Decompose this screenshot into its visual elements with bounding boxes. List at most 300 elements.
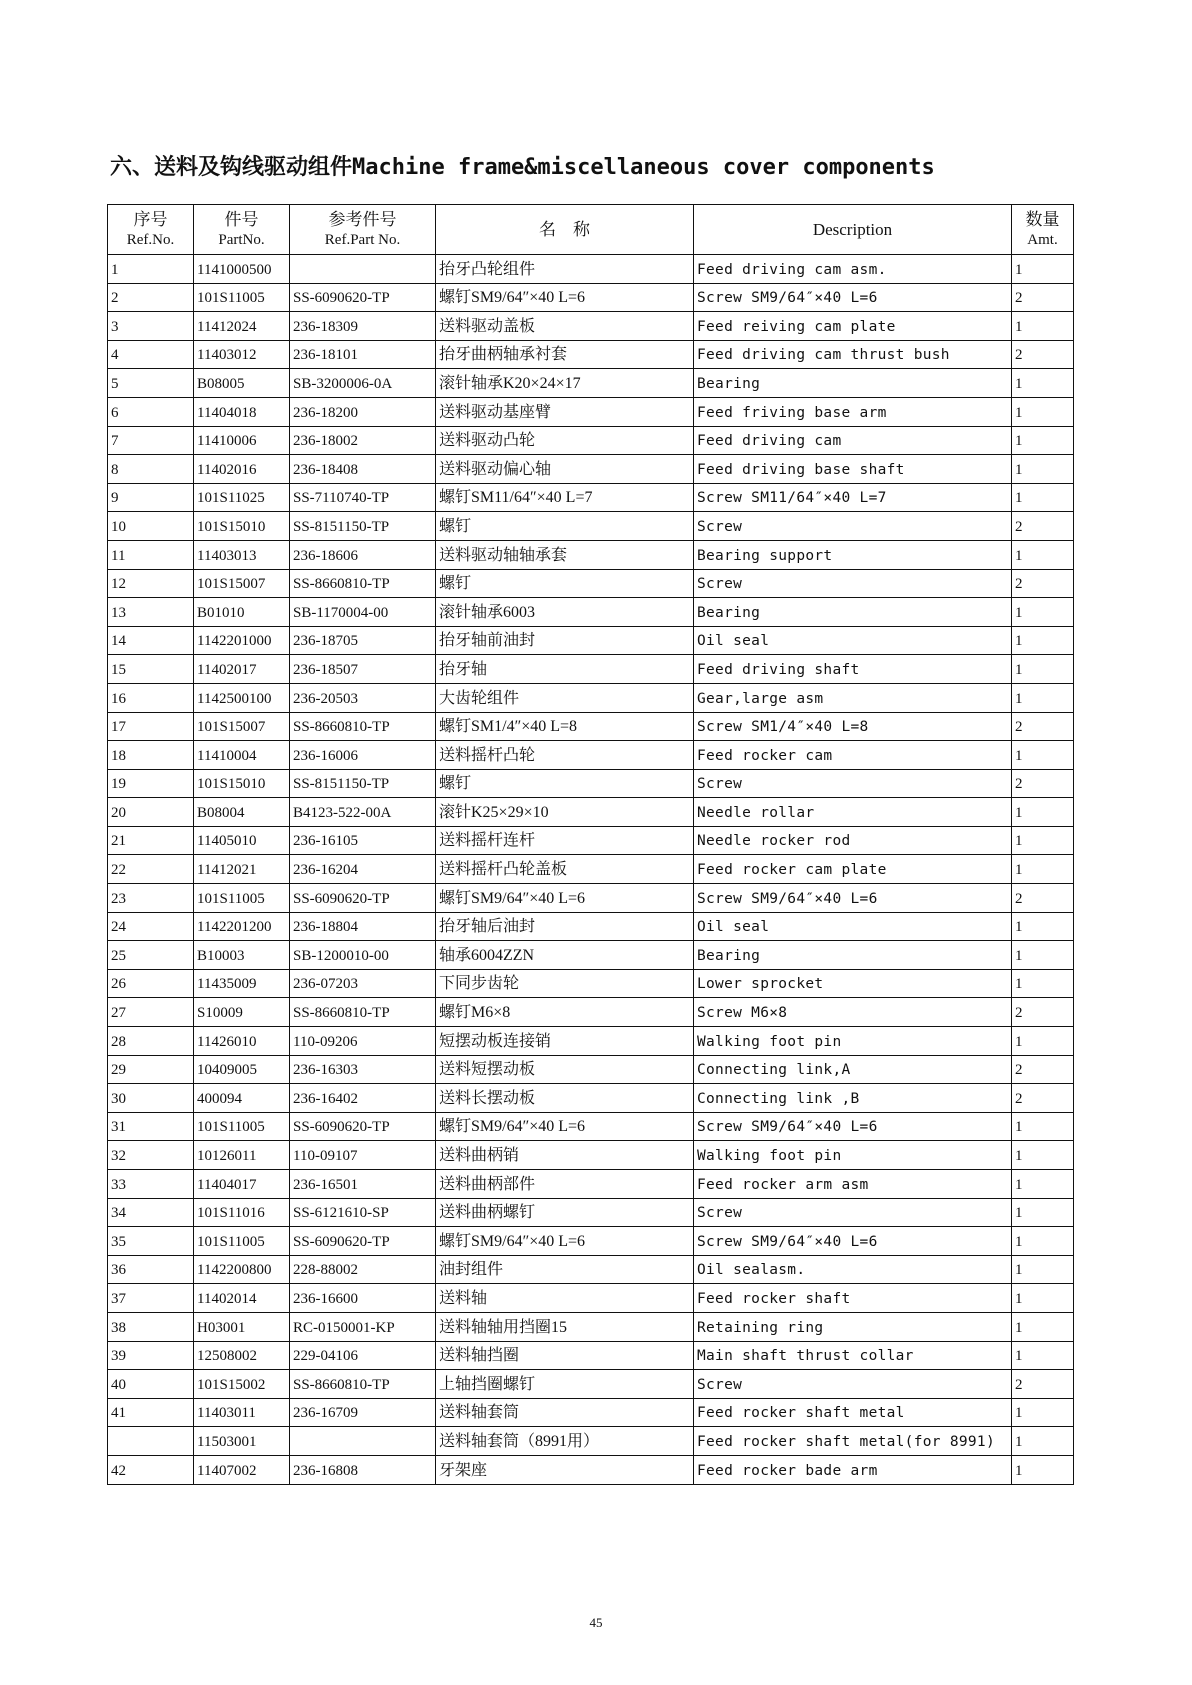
cell-description: Feed rocker arm asm	[694, 1170, 1012, 1199]
table-row	[108, 1427, 1074, 1456]
cell-part-no: 101S11005	[194, 1112, 290, 1141]
cell-name: 大齿轮组件	[436, 683, 694, 712]
cell-ref-no: 24	[108, 912, 194, 941]
cell-amount: 1	[1012, 1170, 1074, 1199]
cell-name: 抬牙曲柄轴承衬套	[436, 340, 694, 369]
cell-description: Main shaft thrust collar	[694, 1341, 1012, 1370]
cell-amount: 2	[1012, 998, 1074, 1027]
cell-description: Screw SM9/64″×40 L=6	[694, 1112, 1012, 1141]
cell-part-no: 11407002	[194, 1455, 290, 1484]
cell-name: 抬牙轴前油封	[436, 626, 694, 655]
cell-ref-part-no: SS-6090620-TP	[290, 884, 436, 913]
cell-amount: 2	[1012, 884, 1074, 913]
cell-ref-no: 23	[108, 884, 194, 913]
cell-name: 上轴挡圈螺钉	[436, 1370, 694, 1399]
cell-ref-no: 4	[108, 340, 194, 369]
cell-ref-part-no: 236-18200	[290, 397, 436, 426]
cell-ref-no	[108, 1427, 194, 1456]
cell-description: Screw	[694, 769, 1012, 798]
cell-name: 送料轴挡圈	[436, 1341, 694, 1370]
cell-part-no: 1142201200	[194, 912, 290, 941]
cell-name: 螺钉SM9/64″×40 L=6	[436, 1112, 694, 1141]
cell-name: 送料驱动凸轮	[436, 426, 694, 455]
cell-amount: 2	[1012, 1084, 1074, 1113]
cell-ref-part-no: SB-1170004-00	[290, 598, 436, 627]
cell-ref-no: 38	[108, 1312, 194, 1341]
col-header-part-en: PartNo.	[218, 231, 265, 248]
cell-ref-part-no: 236-16501	[290, 1170, 436, 1199]
col-header-refpart	[290, 205, 436, 255]
cell-part-no: 11404018	[194, 397, 290, 426]
cell-ref-no: 26	[108, 969, 194, 998]
cell-ref-no: 32	[108, 1141, 194, 1170]
cell-description: Screw SM11/64″×40 L=7	[694, 483, 1012, 512]
cell-description: Feed reiving cam plate	[694, 312, 1012, 341]
cell-ref-part-no: 228-88002	[290, 1255, 436, 1284]
cell-part-no: 101S15010	[194, 769, 290, 798]
cell-amount: 1	[1012, 1312, 1074, 1341]
cell-ref-part-no: SS-6090620-TP	[290, 1227, 436, 1256]
cell-part-no: 12508002	[194, 1341, 290, 1370]
cell-amount: 1	[1012, 1284, 1074, 1313]
cell-description: Walking foot pin	[694, 1027, 1012, 1056]
parts-table	[107, 204, 1074, 1485]
cell-description: Connecting link,A	[694, 1055, 1012, 1084]
cell-ref-part-no: 236-16105	[290, 826, 436, 855]
table-row	[108, 769, 1074, 798]
cell-description: Oil sealasm.	[694, 1255, 1012, 1284]
cell-name: 送料曲柄螺钉	[436, 1198, 694, 1227]
cell-part-no: 11412024	[194, 312, 290, 341]
cell-name: 滚针轴承6003	[436, 598, 694, 627]
cell-ref-part-no: 236-18002	[290, 426, 436, 455]
cell-amount: 1	[1012, 626, 1074, 655]
cell-part-no: 11402016	[194, 455, 290, 484]
cell-part-no: 11412021	[194, 855, 290, 884]
cell-amount: 1	[1012, 598, 1074, 627]
table-row	[108, 998, 1074, 1027]
cell-amount: 1	[1012, 741, 1074, 770]
cell-ref-no: 17	[108, 712, 194, 741]
cell-part-no: 11403011	[194, 1398, 290, 1427]
cell-part-no: 400094	[194, 1084, 290, 1113]
cell-amount: 1	[1012, 683, 1074, 712]
cell-amount: 2	[1012, 569, 1074, 598]
cell-amount: 1	[1012, 1227, 1074, 1256]
cell-ref-part-no: SS-6090620-TP	[290, 1112, 436, 1141]
cell-amount: 1	[1012, 855, 1074, 884]
cell-ref-part-no: 236-18507	[290, 655, 436, 684]
table-header-row	[108, 205, 1074, 255]
cell-ref-part-no: 229-04106	[290, 1341, 436, 1370]
cell-part-no: S10009	[194, 998, 290, 1027]
cell-part-no: 101S15002	[194, 1370, 290, 1399]
cell-part-no: 11435009	[194, 969, 290, 998]
table-row	[108, 969, 1074, 998]
cell-part-no: 1142201000	[194, 626, 290, 655]
cell-ref-no: 34	[108, 1198, 194, 1227]
cell-ref-no: 28	[108, 1027, 194, 1056]
cell-part-no: 101S11005	[194, 884, 290, 913]
cell-name: 螺钉	[436, 769, 694, 798]
cell-amount: 1	[1012, 426, 1074, 455]
cell-ref-no: 35	[108, 1227, 194, 1256]
cell-name: 螺钉SM11/64″×40 L=7	[436, 483, 694, 512]
cell-ref-no: 11	[108, 540, 194, 569]
cell-name: 螺钉	[436, 512, 694, 541]
table-row	[108, 426, 1074, 455]
table-row	[108, 1027, 1074, 1056]
cell-name: 送料轴	[436, 1284, 694, 1313]
cell-description: Connecting link ,B	[694, 1084, 1012, 1113]
table-row	[108, 512, 1074, 541]
table-row	[108, 455, 1074, 484]
cell-description: Screw SM1/4″×40 L=8	[694, 712, 1012, 741]
cell-description: Bearing	[694, 598, 1012, 627]
cell-amount: 1	[1012, 1341, 1074, 1370]
cell-amount: 1	[1012, 483, 1074, 512]
cell-ref-part-no: RC-0150001-KP	[290, 1312, 436, 1341]
cell-ref-no: 36	[108, 1255, 194, 1284]
cell-ref-no: 20	[108, 798, 194, 827]
cell-part-no: 11402014	[194, 1284, 290, 1313]
cell-ref-no: 8	[108, 455, 194, 484]
cell-ref-part-no: 236-18408	[290, 455, 436, 484]
cell-name: 送料轴套筒（8991用）	[436, 1427, 694, 1456]
table-row	[108, 855, 1074, 884]
cell-part-no: 11426010	[194, 1027, 290, 1056]
cell-ref-part-no: SB-1200010-00	[290, 941, 436, 970]
table-row	[108, 312, 1074, 341]
cell-ref-no: 7	[108, 426, 194, 455]
cell-ref-part-no: 236-16709	[290, 1398, 436, 1427]
cell-part-no: 101S15010	[194, 512, 290, 541]
cell-ref-no: 15	[108, 655, 194, 684]
cell-amount: 1	[1012, 540, 1074, 569]
cell-name: 油封组件	[436, 1255, 694, 1284]
cell-ref-part-no: 236-16808	[290, 1455, 436, 1484]
cell-amount: 2	[1012, 769, 1074, 798]
col-header-part	[194, 205, 290, 255]
cell-name: 送料驱动轴轴承套	[436, 540, 694, 569]
cell-description: Feed friving base arm	[694, 397, 1012, 426]
cell-amount: 1	[1012, 455, 1074, 484]
cell-amount: 1	[1012, 969, 1074, 998]
table-row	[108, 569, 1074, 598]
cell-part-no: 11503001	[194, 1427, 290, 1456]
col-header-ref	[108, 205, 194, 255]
cell-name: 送料驱动盖板	[436, 312, 694, 341]
cell-description: Screw	[694, 1370, 1012, 1399]
page-title: 六、送料及钩线驱动组件Machine frame&miscellaneous cover components	[110, 155, 935, 180]
cell-part-no: 11405010	[194, 826, 290, 855]
cell-description: Oil seal	[694, 912, 1012, 941]
cell-name: 螺钉SM1/4″×40 L=8	[436, 712, 694, 741]
cell-ref-part-no: 236-18705	[290, 626, 436, 655]
parts-table-body	[108, 255, 1074, 1485]
cell-ref-part-no: 236-07203	[290, 969, 436, 998]
cell-ref-part-no: SS-8660810-TP	[290, 712, 436, 741]
cell-ref-no: 2	[108, 283, 194, 312]
cell-ref-no: 27	[108, 998, 194, 1027]
cell-description: Walking foot pin	[694, 1141, 1012, 1170]
table-row	[108, 397, 1074, 426]
cell-part-no: 101S15007	[194, 712, 290, 741]
cell-ref-part-no: 236-16402	[290, 1084, 436, 1113]
cell-name: 牙架座	[436, 1455, 694, 1484]
cell-ref-no: 16	[108, 683, 194, 712]
cell-amount: 1	[1012, 312, 1074, 341]
table-row	[108, 1398, 1074, 1427]
cell-amount: 2	[1012, 283, 1074, 312]
table-row	[108, 941, 1074, 970]
table-row	[108, 1255, 1074, 1284]
cell-ref-part-no	[290, 255, 436, 284]
col-header-amount	[1012, 205, 1074, 255]
cell-description: Screw SM9/64″×40 L=6	[694, 884, 1012, 913]
table-row	[108, 826, 1074, 855]
cell-amount: 1	[1012, 1027, 1074, 1056]
cell-name: 送料长摆动板	[436, 1084, 694, 1113]
cell-amount: 1	[1012, 1455, 1074, 1484]
cell-description: Feed rocker shaft metal	[694, 1398, 1012, 1427]
cell-description: Feed driving cam thrust bush	[694, 340, 1012, 369]
cell-ref-part-no: 236-18309	[290, 312, 436, 341]
cell-ref-no: 22	[108, 855, 194, 884]
cell-amount: 2	[1012, 512, 1074, 541]
cell-ref-part-no: 236-18606	[290, 540, 436, 569]
cell-part-no: H03001	[194, 1312, 290, 1341]
cell-part-no: 11410004	[194, 741, 290, 770]
table-row	[108, 741, 1074, 770]
cell-name: 螺钉	[436, 569, 694, 598]
cell-part-no: B10003	[194, 941, 290, 970]
cell-description: Feed rocker shaft metal(for 8991)	[694, 1427, 1012, 1456]
cell-amount: 1	[1012, 397, 1074, 426]
cell-name: 抬牙轴后油封	[436, 912, 694, 941]
table-row	[108, 1055, 1074, 1084]
cell-amount: 1	[1012, 798, 1074, 827]
cell-name: 送料曲柄销	[436, 1141, 694, 1170]
cell-part-no: 11403013	[194, 540, 290, 569]
cell-ref-part-no: SS-8660810-TP	[290, 998, 436, 1027]
cell-description: Oil seal	[694, 626, 1012, 655]
cell-description: Feed rocker cam plate	[694, 855, 1012, 884]
cell-description: Feed rocker shaft	[694, 1284, 1012, 1313]
cell-description: Screw SM9/64″×40 L=6	[694, 283, 1012, 312]
cell-name: 送料摇杆连杆	[436, 826, 694, 855]
cell-ref-part-no: SB-3200006-0A	[290, 369, 436, 398]
cell-ref-part-no: B4123-522-00A	[290, 798, 436, 827]
cell-part-no: 10126011	[194, 1141, 290, 1170]
table-row	[108, 1198, 1074, 1227]
cell-ref-no: 12	[108, 569, 194, 598]
cell-amount: 1	[1012, 655, 1074, 684]
cell-description: Screw	[694, 1198, 1012, 1227]
cell-ref-part-no: 236-18804	[290, 912, 436, 941]
cell-ref-no: 39	[108, 1341, 194, 1370]
table-row	[108, 1227, 1074, 1256]
table-row	[108, 1284, 1074, 1313]
cell-description: Feed driving cam asm.	[694, 255, 1012, 284]
cell-part-no: 11410006	[194, 426, 290, 455]
table-row	[108, 369, 1074, 398]
cell-ref-no: 25	[108, 941, 194, 970]
cell-name: 滚针K25×29×10	[436, 798, 694, 827]
cell-description: Needle rocker rod	[694, 826, 1012, 855]
cell-ref-part-no: SS-8660810-TP	[290, 569, 436, 598]
col-header-ref-cn: 序号	[133, 209, 168, 229]
col-header-part-cn: 件号	[224, 209, 259, 229]
cell-description: Feed driving cam	[694, 426, 1012, 455]
cell-ref-part-no: SS-6090620-TP	[290, 283, 436, 312]
cell-ref-part-no: SS-8660810-TP	[290, 1370, 436, 1399]
cell-part-no: 101S11005	[194, 1227, 290, 1256]
cell-ref-part-no: SS-8151150-TP	[290, 769, 436, 798]
cell-name: 送料轴轴用挡圈15	[436, 1312, 694, 1341]
cell-name: 轴承6004ZZN	[436, 941, 694, 970]
cell-name: 抬牙凸轮组件	[436, 255, 694, 284]
cell-ref-no: 13	[108, 598, 194, 627]
cell-ref-part-no: 236-16204	[290, 855, 436, 884]
cell-ref-part-no: 236-16600	[290, 1284, 436, 1313]
col-header-ref-en: Ref.No.	[126, 231, 175, 248]
table-row	[108, 1084, 1074, 1113]
cell-ref-part-no: SS-8151150-TP	[290, 512, 436, 541]
cell-description: Bearing	[694, 369, 1012, 398]
cell-ref-part-no: 236-16006	[290, 741, 436, 770]
table-row	[108, 483, 1074, 512]
cell-amount: 1	[1012, 369, 1074, 398]
cell-amount: 2	[1012, 340, 1074, 369]
table-row	[108, 626, 1074, 655]
cell-amount: 1	[1012, 1427, 1074, 1456]
cell-ref-no: 6	[108, 397, 194, 426]
cell-ref-no: 29	[108, 1055, 194, 1084]
cell-part-no: B01010	[194, 598, 290, 627]
cell-description: Screw SM9/64″×40 L=6	[694, 1227, 1012, 1256]
cell-name: 下同步齿轮	[436, 969, 694, 998]
cell-name: 送料摇杆凸轮盖板	[436, 855, 694, 884]
cell-ref-no: 31	[108, 1112, 194, 1141]
cell-amount: 1	[1012, 941, 1074, 970]
cell-amount: 1	[1012, 1255, 1074, 1284]
cell-name: 短摆动板连接销	[436, 1027, 694, 1056]
table-row	[108, 540, 1074, 569]
cell-part-no: 1142500100	[194, 683, 290, 712]
cell-description: Feed driving shaft	[694, 655, 1012, 684]
cell-ref-no: 30	[108, 1084, 194, 1113]
cell-amount: 1	[1012, 1398, 1074, 1427]
cell-part-no: 11404017	[194, 1170, 290, 1199]
cell-ref-part-no: SS-6121610-SP	[290, 1198, 436, 1227]
table-row	[108, 1370, 1074, 1399]
cell-description: Screw	[694, 569, 1012, 598]
cell-name: 送料摇杆凸轮	[436, 741, 694, 770]
cell-name: 送料曲柄部件	[436, 1170, 694, 1199]
cell-name: 螺钉SM9/64″×40 L=6	[436, 884, 694, 913]
cell-description: Retaining ring	[694, 1312, 1012, 1341]
table-row	[108, 1455, 1074, 1484]
cell-name: 螺钉M6×8	[436, 998, 694, 1027]
col-header-amt-en: Amt.	[1027, 231, 1058, 248]
table-row	[108, 912, 1074, 941]
cell-ref-no: 19	[108, 769, 194, 798]
cell-description: Feed rocker cam	[694, 741, 1012, 770]
cell-name: 送料驱动基座臂	[436, 397, 694, 426]
table-row	[108, 283, 1074, 312]
cell-part-no: B08004	[194, 798, 290, 827]
table-row	[108, 1141, 1074, 1170]
cell-part-no: 10409005	[194, 1055, 290, 1084]
table-row	[108, 1112, 1074, 1141]
table-row	[108, 655, 1074, 684]
cell-ref-no: 9	[108, 483, 194, 512]
cell-ref-no: 37	[108, 1284, 194, 1313]
cell-ref-part-no: 110-09107	[290, 1141, 436, 1170]
cell-part-no: 101S11005	[194, 283, 290, 312]
cell-description: Screw	[694, 512, 1012, 541]
cell-description: Screw M6×8	[694, 998, 1012, 1027]
cell-description: Bearing	[694, 941, 1012, 970]
cell-description: Bearing support	[694, 540, 1012, 569]
cell-ref-no: 33	[108, 1170, 194, 1199]
cell-part-no: 101S15007	[194, 569, 290, 598]
cell-name: 送料轴套筒	[436, 1398, 694, 1427]
cell-amount: 2	[1012, 1055, 1074, 1084]
cell-amount: 1	[1012, 912, 1074, 941]
table-row	[108, 884, 1074, 913]
cell-name: 螺钉SM9/64″×40 L=6	[436, 1227, 694, 1256]
cell-amount: 1	[1012, 1198, 1074, 1227]
cell-name: 螺钉SM9/64″×40 L=6	[436, 283, 694, 312]
cell-ref-part-no: 236-18101	[290, 340, 436, 369]
cell-description: Feed rocker bade arm	[694, 1455, 1012, 1484]
cell-ref-no: 42	[108, 1455, 194, 1484]
col-header-name: 名 称	[436, 205, 694, 255]
cell-ref-no: 10	[108, 512, 194, 541]
table-row	[108, 1341, 1074, 1370]
cell-amount: 2	[1012, 1370, 1074, 1399]
table-row	[108, 712, 1074, 741]
cell-name: 滚针轴承K20×24×17	[436, 369, 694, 398]
cell-description: Feed driving base shaft	[694, 455, 1012, 484]
table-row	[108, 340, 1074, 369]
cell-description: Needle rollar	[694, 798, 1012, 827]
cell-ref-no: 41	[108, 1398, 194, 1427]
table-row	[108, 255, 1074, 284]
cell-ref-no: 14	[108, 626, 194, 655]
cell-ref-part-no: SS-7110740-TP	[290, 483, 436, 512]
table-row	[108, 1170, 1074, 1199]
cell-name: 送料驱动偏心轴	[436, 455, 694, 484]
cell-part-no: 11402017	[194, 655, 290, 684]
cell-ref-no: 18	[108, 741, 194, 770]
cell-description: Gear,large asm	[694, 683, 1012, 712]
table-row	[108, 598, 1074, 627]
table-row	[108, 798, 1074, 827]
cell-amount: 1	[1012, 1112, 1074, 1141]
cell-ref-part-no: 110-09206	[290, 1027, 436, 1056]
cell-ref-no: 21	[108, 826, 194, 855]
cell-ref-no: 5	[108, 369, 194, 398]
cell-part-no: 1142200800	[194, 1255, 290, 1284]
table-row	[108, 683, 1074, 712]
col-header-description: Description	[694, 205, 1012, 255]
cell-ref-no: 3	[108, 312, 194, 341]
cell-name: 抬牙轴	[436, 655, 694, 684]
col-header-refpart-cn: 参考件号	[328, 209, 397, 229]
